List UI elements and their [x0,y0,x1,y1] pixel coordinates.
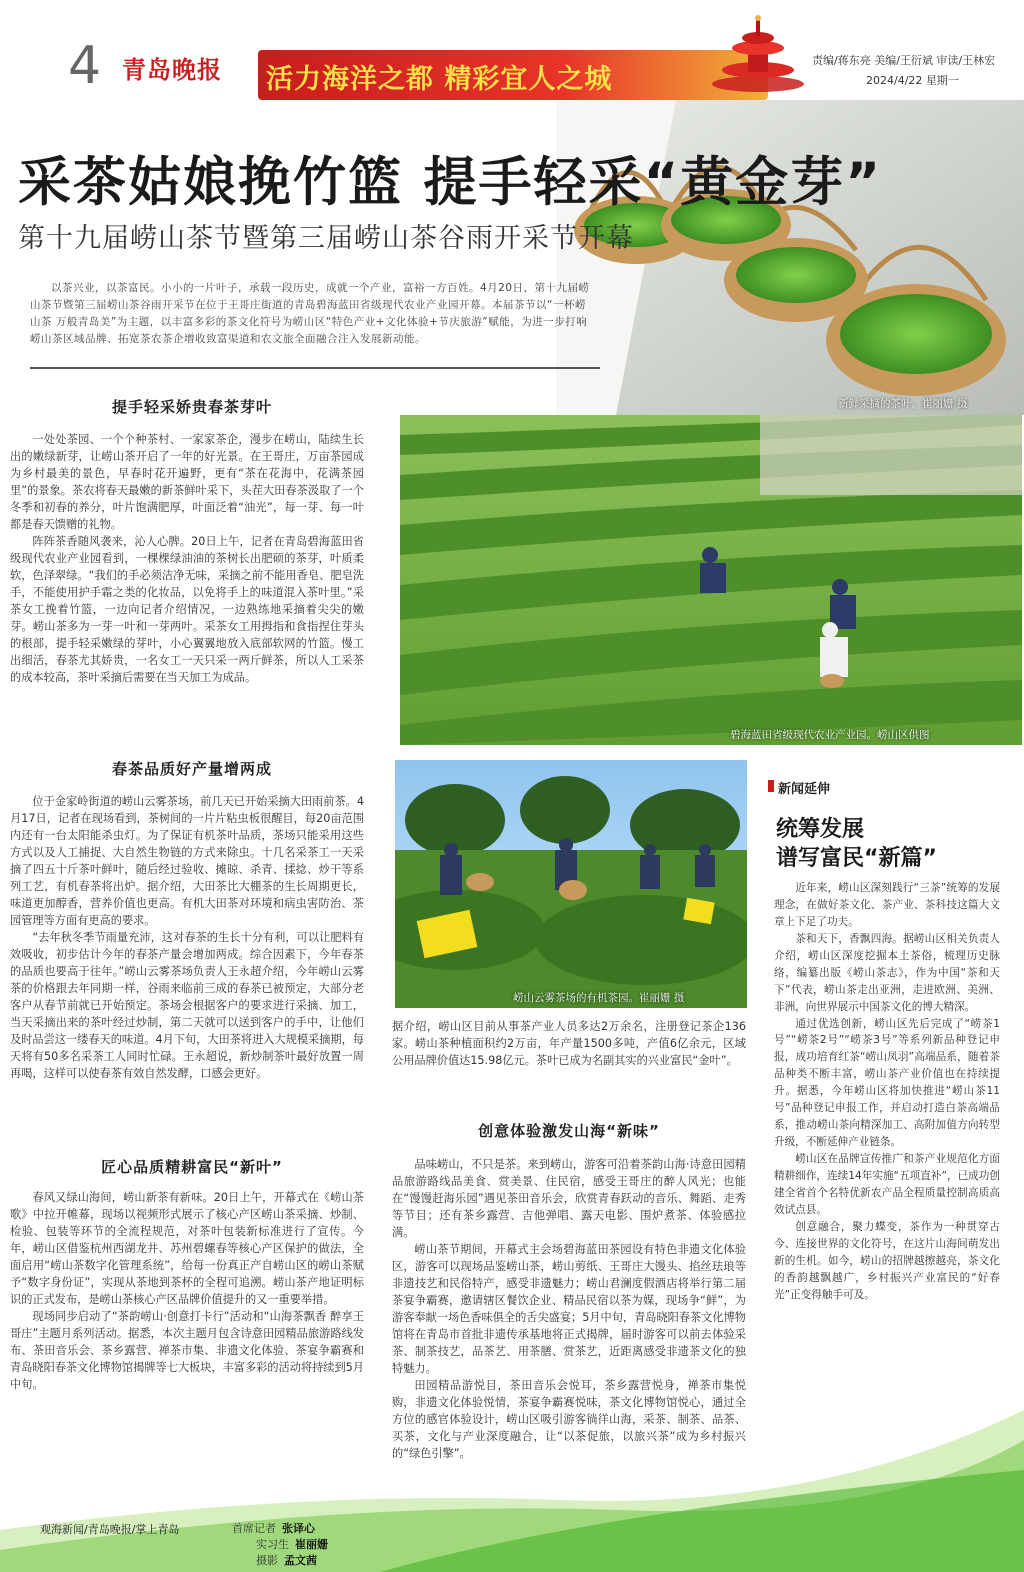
headline: 采茶姑娘挽竹篮 提手轻采“黄金芽” [18,152,883,213]
paragraph: 通过优选创新，崂山区先后完成了“崂茶1号”“崂茶2号”“崂茶3号”等系列新品种登记申报，成功培育红茶“崂山凤羽”高端品系，随着茶品种类不断丰富，崂山茶产业价值也在持续提升。据悉，今年崂山区将加快推进“崂山茶11号”品种登记申报工作，并启动打造白茶高端品系，推动崂山茶向精深加工、高附加值方向转型升级，不断延伸产业链条。 [774,1017,1000,1149]
paragraph: 一处处茶园、一个个种茶村、一家家茶企，漫步在崂山，陆续生长出的嫩绿新芽，让崂山茶开启了一年的好光景。在王哥庄，万亩茶园成为乡村最美的景色，早春时花开遍野，更有“茶在花海中，花满茶园里”的景象。茶农将春天最嫩的新茶鲜叶采下，头茬大田春茶汲取了一个冬季和初春的养分，叶片饱满肥厚，叶面泛着“油光”，每一芽、每一叶都是春天馈赠的礼物。 [10,433,364,532]
section-title-1: 提手轻采娇贵春茶芽叶 [111,398,272,416]
paragraph: 田园精品游悦目，茶田音乐会悦耳，茶乡露营悦身，禅茶市集悦购，非遗文化体验悦情，茶宴争霸赛悦味，茶文化博物馆悦心，通过全方位的感官体验设计，崂山区吸引游客徜徉山海，采茶、制茶、品茶、买茶，文化与产业深度融合，让“以茶促旅，以旅兴茶”成为乡村振兴的“绿色引擎”。 [392,1379,746,1461]
paragraph: “去年秋冬季节雨量充沛，这对春茶的生长十分有利，可以让肥料有效吸收，初步估计今年的春茶产量会增加两成。综合因素下，今年春茶的品质也要高于往年。”崂山云雾茶场负责人王永超介绍，今年崂山云雾茶的价格跟去年同期一样，谷雨来临前三成的春茶已被预定，大部分老客户从春节前就已开始预定。茶场会根据客户的要求进行采摘、加工，当天采摘出来的茶叶经过炒制，第二天就可以送到客户的手中，让他们及时品尝这一缕春天的味道。4月下旬，大田茶将进入大规模采摘期，每天将有50多名采茶工人同时忙碌。王永超说，新炒制茶叶最好放置一周再喝，这样可以使春茶有效自然发酵，口感会更好。 [10,931,364,1081]
section-title-4: 创意体验激发山海“新味” [478,1122,660,1140]
credit-row: 摄影 孟文茜 [256,1553,317,1567]
paragraph: 位于金家岭街道的崂山云雾茶场，前几天已开始采摘大田雨前茶。4月17日，记者在现场看到，茶树间的一片片粘虫板很醒目，每20亩范围内还有一台太阳能杀虫灯。为了保证有机茶叶品质，茶场只能采用这些方式以及人工捕捉、大自然生物链的方式来除虫。十几名采茶工一天采摘了四五十斤茶叶鲜叶，随后经过验收、摊晾、杀青、揉捻、炒干等系列工艺，有机春茶将出炉。据介绍，大田茶比大棚茶的生长周期更长，味道更加醇香，营养价值也更高。有机大田茶对环境和病虫害防治、茶园管理等方面有更高的要求。 [10,795,364,928]
sidebar-title-line1: 统筹发展 [776,817,865,842]
middle-paragraph: 据介绍，崂山区目前从事茶产业人员多达2万余名，注册登记茶企136家。崂山茶种植面积约2万亩，年产量1500多吨，产值6亿余元，区域公用品牌价值达15.98亿元。茶叶已成为名副其实的兴业富民“金叶”。 [392,1020,746,1068]
baskets-photo-caption: 新鲜采摘的茶叶。崔丽姗 摄 [838,398,968,410]
paragraph: 崂山区在品牌宣传推广和茶产业规范化方面精耕细作，连续14年实施“五项直补”，已成功创建全省首个名特优新农产品全程质量控制高质高效试点县。 [774,1153,1000,1216]
section-title-2: 春茶品质好产量增两成 [111,760,272,778]
tea-field-photo [400,415,1022,745]
issue-date: 2024/4/22 星期一 [866,74,959,87]
pickers-photo-caption: 崂山云雾茶场的有机茶园。崔丽姗 摄 [513,992,685,1004]
paragraph: 近年来，崂山区深刻践行“三茶”统筹的发展理念，在做好茶文化、茶产业、茶科技这篇大文章上下足了功夫。 [774,882,1000,928]
field-photo-caption: 碧海蓝田省级现代农业产业园。崂山区供图 [730,729,930,741]
sidebar-title-line2: 谱写富民“新篇” [776,845,937,871]
lead-divider [30,367,600,369]
section-title-3: 匠心品质精耕富民“新叶” [101,1158,283,1176]
tower-icon [710,12,806,104]
page-number: 4 [68,36,102,96]
footer-credits [232,1521,328,1569]
section-body-1 [10,431,364,686]
sidebar-marker-icon [768,780,774,792]
credit-row: 实习生 崔丽姗 [256,1537,328,1551]
green-wave-decoration [0,1350,1024,1572]
editor-credits: 责编/蒋东亮 美编/王衍斌 审读/王林宏 [812,54,996,67]
paragraph: 茶和天下，香飘四海。据崂山区相关负责人介绍，崂山区深度挖掘本土茶俗，梳理历史脉络，编纂出版《崂山茶志》，作为中国“茶和天下”代表，崂山茶走出亚洲，走进欧洲、美洲、非洲，向世界展示中国茶文化的博大精深。 [774,932,1000,1013]
slogan-text: 活力海洋之都 精彩宜人之城 [266,64,613,95]
footer-sources: 观海新闻/青岛晚报/掌上青岛 [40,1523,180,1536]
paragraph: 崂山茶节期间，开幕式主会场碧海蓝田茶园设有特色非遗文化体验区，游客可以现场品鉴崂山茶，崂山剪纸、王哥庄大馒头、掐丝珐琅等非遗技艺和民俗特产，感受非遗魅力；崂山君澜度假酒店将举行第二届茶宴争霸赛，邀请辖区餐饮企业、精品民宿以茶为媒，现场争“鲜”，为游客奉献一场色香味俱全的舌尖盛宴；5月中旬，青岛晓阳春茶文化博物馆将在青岛市首批非遗传承基地将正式揭牌，届时游客可以前去体验采茶、制茶技艺，品茶艺、用茶膳、赏茶艺，近距离感受非遗茶文化的独特魅力。 [392,1243,746,1376]
sidebar-title [776,816,937,873]
tea-pickers-photo [395,760,747,1008]
paragraph: 现场同步启动了“茶韵崂山·创意打卡行”活动和“山海茶飘香 醉享王哥庄”主题月系列活动。据悉，本次主题月包含诗意田园精品旅游路线发布、茶田音乐会、茶乡露营、禅茶市集、非遗文化体验、茶宴争霸赛和青岛晓阳春茶文化博物馆揭牌等七大板块，丰富多彩的活动将持续到5月中旬。 [10,1310,364,1392]
paragraph: 春风又绿山海间，崂山新茶有新味。20日上午，开幕式在《崂山茶歌》中拉开帷幕，现场以视频形式展示了核心产区崂山茶采摘、炒制、检验、包装等环节的全流程规范，对茶叶包装新标准进行了宣传。今年，崂山区借鉴杭州西湖龙井、苏州碧螺春等核心产区保护的做法，全面启用“崂山茶数字化管理系统”，给每一份真正产自崂山区的崂山茶赋予“数字身份证”，实现从茶地到茶杯的全程可追溯。崂山茶产地证明标识的正式发布，是崂山茶核心产区品牌价值提升的又一重要举措。 [10,1191,364,1307]
lead-paragraph: 以茶兴业，以茶富民。小小的一片叶子，承载一段历史，成就一个产业，富裕一方百姓。4月20日，第十九届崂山茶节暨第三届崂山茶谷雨开采节在位于王哥庄街道的青岛碧海蓝田省级现代农业产业园开幕。本届茶节以“一杯崂山茶 万般青岛美”为主题，以丰富多彩的茶文化符号为崂山区“特色产业+文化体验+节庆旅游”赋能，为进一步打响崂山茶区域品牌、拓宽茶农茶企增收致富渠道和农文旅全面融合注入发展新动能。 [30,282,590,345]
sidebar-label: 新闻延伸 [778,782,831,797]
paragraph: 创意融合，聚力蝶变，茶作为一种贯穿古今、连接世界的文化符号，在这片山海间萌发出新的生机。如今，崂山的招牌越擦越亮，茶文化的香韵越飘越广，乡村振兴产业富民的“好春光”正变得触手可及。 [774,1220,1000,1301]
subheadline: 第十九届崂山茶节暨第三届崂山茶谷雨开采节开幕 [18,223,634,254]
newspaper-masthead: 青岛晚报 [122,55,222,84]
section-body-2 [10,793,364,1082]
credit-row: 首席记者 张译心 [232,1522,315,1535]
paragraph: 阵阵茶香随风袭来，沁人心脾。20日上午，记者在青岛碧海蓝田省级现代农业产业园看到，一棵棵绿油油的茶树长出肥硕的茶芽，叶质柔软，色泽翠绿。“我们的手必须洁净无味，采摘之前不能用香皂、肥皂洗手，不能使用护手霜之类的化妆品，以免将手上的味道混入茶叶里。”采茶女工挽着竹篮，一边向记者介绍情况，一边熟练地采摘着尖尖的嫩芽。崂山茶多为一芽一叶和一芽两叶。采茶女工用拇指和食指捏住芽头的根部，提手轻采嫩绿的芽叶，小心翼翼地放入底部软网的竹篮。慢工出细活，春茶尤其娇贵，一名女工一天只采一两斤鲜茶，所以人工采茶的成本较高，茶叶采摘后需要在当天加工为成品。 [10,535,364,685]
paragraph: 品味崂山，不只是茶。来到崂山，游客可沿着茶韵山海·诗意田园精品旅游路线品美食、赏美景、住民宿，感受王哥庄的醉人风光；也能在“馒馒赶海乐园”遇见茶田音乐会，欣赏青春跃动的音乐、舞蹈、走秀等节目；还有茶乡露营、吉他弹唱、露天电影、围炉煮茶、体验感拉满。 [392,1158,746,1240]
sidebar-body [774,880,1000,1303]
